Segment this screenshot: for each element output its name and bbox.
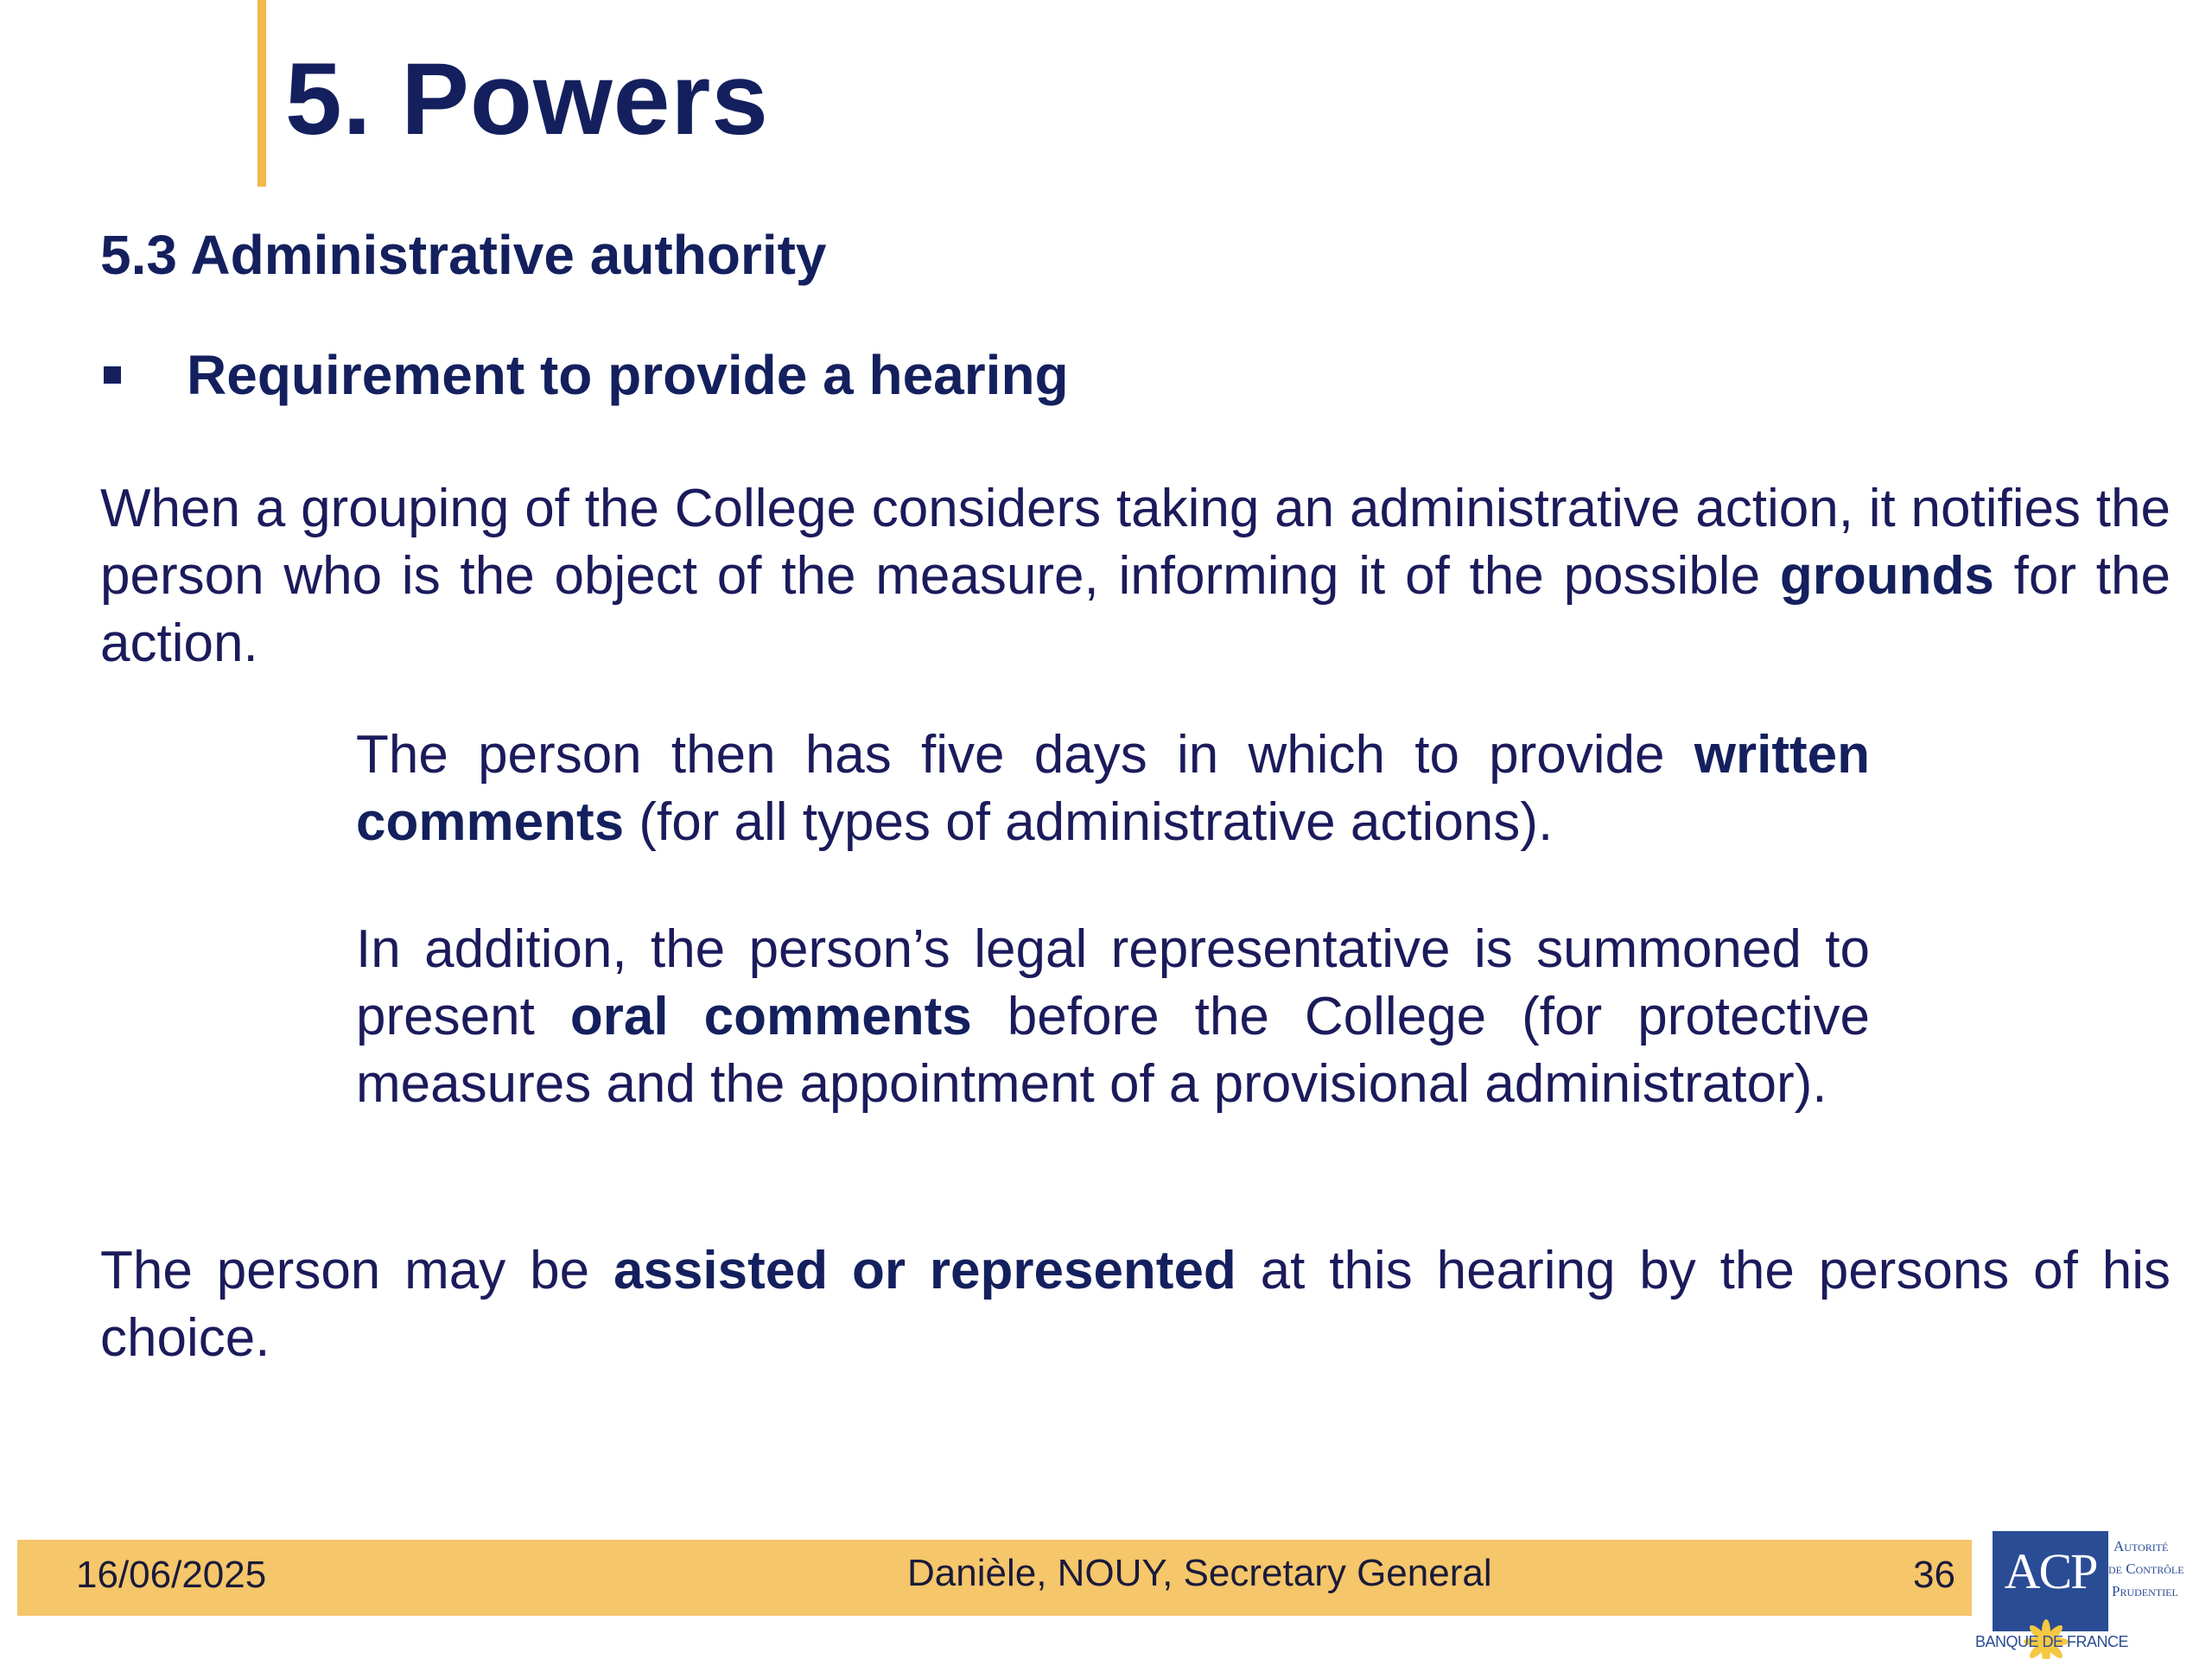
paragraph-emphasis: assisted or represented	[613, 1241, 1236, 1300]
bullet-text: Requirement to provide a hearing	[187, 344, 1069, 406]
title-accent-bar	[257, 0, 266, 187]
paragraph-text: for the action.	[100, 546, 2171, 673]
logo-line: Autorité	[2113, 1538, 2169, 1554]
paragraph-text: before the College (for protective measures and the appointment of a provisional administrator).	[356, 987, 1870, 1114]
paragraph-text: In addition, the person’s legal representative is summoned to present	[356, 919, 1870, 1046]
section-subtitle: 5.3 Administrative authority	[100, 224, 827, 286]
logo-acronym: ACP	[2004, 1543, 2097, 1599]
footer-author: Danièle, NOUY, Secretary General	[907, 1552, 1492, 1594]
logo-bank-name: BANQUE DE FRANCE	[1975, 1633, 2129, 1650]
logo-line: Prudentiel	[2112, 1583, 2178, 1599]
paragraph-representation	[100, 1237, 2171, 1372]
paragraph-text: (for all types of administrative actions).	[624, 792, 1554, 852]
paragraph-emphasis: oral comments	[569, 987, 972, 1046]
bullet-item	[104, 340, 1069, 410]
paragraph-written-comments	[356, 721, 1870, 856]
paragraph-text: The person then has five days in which to provide	[356, 725, 1694, 785]
slide-title: 5. Powers	[285, 42, 769, 156]
footer-date: 16/06/2025	[76, 1554, 267, 1596]
paragraph-notification	[100, 475, 2171, 677]
paragraph-oral-comments	[356, 916, 1870, 1118]
acp-logo	[1975, 1522, 2212, 1659]
paragraph-emphasis: written comments	[356, 725, 1870, 852]
logo-line: de Contrôle	[2108, 1560, 2184, 1577]
paragraph-emphasis: grounds	[1779, 546, 1994, 606]
paragraph-text: at this hearing by the persons of his choice.	[100, 1241, 2171, 1368]
square-bullet-icon	[104, 366, 121, 384]
page-number: 36	[1913, 1554, 1955, 1596]
paragraph-text: When a grouping of the College considers taking an administrative action, it notifies the person who is the object of the measure, informing it of the possible	[100, 479, 2171, 606]
paragraph-text: The person may be	[100, 1241, 613, 1300]
